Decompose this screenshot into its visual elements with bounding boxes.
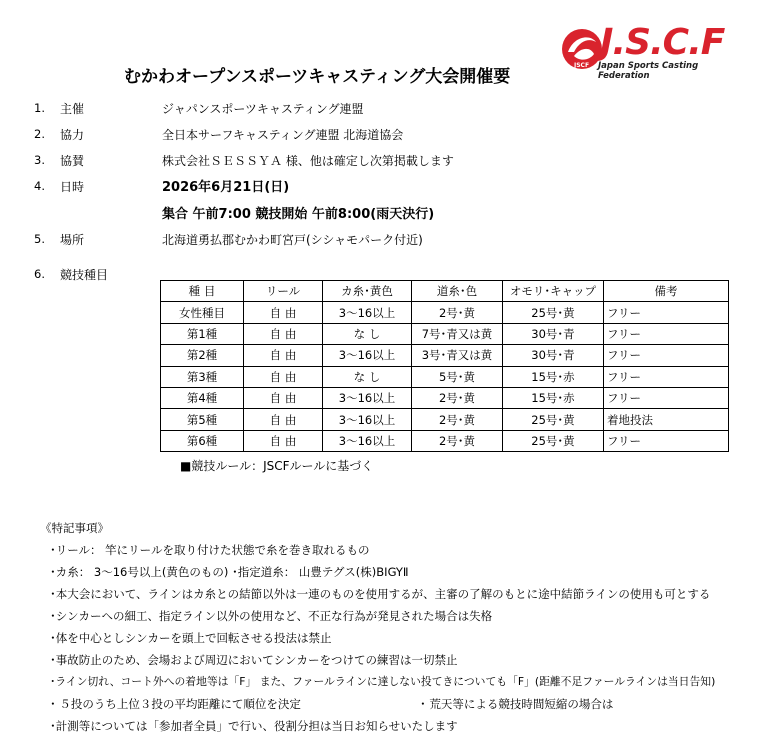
item-value-venue: 北海道勇払郡むかわ町宮戸(シシャモパーク付近) bbox=[162, 233, 423, 247]
table-row bbox=[161, 366, 729, 387]
item-value-organizer: ジャパンスポーツキャスティング連盟 bbox=[162, 102, 364, 116]
item-number: 1. bbox=[34, 101, 45, 115]
note-line: ･計測等については「参加者全員」で行い、役割分担は当日お知らせいたします bbox=[50, 719, 458, 733]
item-value-cooperation: 全日本サーフキャスティング連盟 北海道協会 bbox=[162, 128, 404, 142]
table-cell: フリー bbox=[604, 302, 729, 323]
table-row bbox=[161, 409, 729, 430]
table-cell: 2号･黄 bbox=[412, 302, 503, 323]
note-line: ･シンカーへの細工、指定ライン以外の使用など、不正な行為が発見された場合は失格 bbox=[50, 609, 493, 623]
note-line: ･事故防止のため、会場および周辺においてシンカーをつけての練習は一切禁止 bbox=[50, 653, 458, 667]
table-cell: 25号･黄 bbox=[503, 409, 604, 430]
table-cell: 3～16以上 bbox=[323, 387, 412, 408]
note-line: ･体を中心としシンカーを頭上で回転させる投法は禁止 bbox=[50, 631, 332, 645]
table-cell: 自 由 bbox=[244, 345, 323, 366]
table-cell: 着地投法 bbox=[604, 409, 729, 430]
column-header: 備考 bbox=[604, 281, 729, 302]
logo-mark-text: JSCF bbox=[574, 62, 590, 69]
table-cell: 30号･青 bbox=[503, 323, 604, 344]
table-cell: な し bbox=[323, 366, 412, 387]
note-line: ･ ５投のうち上位３投の平均距離にて順位を決定 bbox=[50, 697, 301, 711]
table-cell: 女性種目 bbox=[161, 302, 244, 323]
item-number: 5. bbox=[34, 232, 45, 246]
table-cell: フリー bbox=[604, 387, 729, 408]
table-cell: 3～16以上 bbox=[323, 430, 412, 451]
table-cell: 第6種 bbox=[161, 430, 244, 451]
table-cell: 自 由 bbox=[244, 323, 323, 344]
item-number: 6. bbox=[34, 267, 45, 281]
table-cell: フリー bbox=[604, 323, 729, 344]
table-cell: フリー bbox=[604, 366, 729, 387]
column-header: リール bbox=[244, 281, 323, 302]
column-header: カ糸･黄色 bbox=[323, 281, 412, 302]
logo-tagline: Japan Sports Casting Federation bbox=[598, 61, 699, 81]
column-header: 道糸･色 bbox=[412, 281, 503, 302]
rule-note: ■競技ルール：JSCFルールに基づく bbox=[180, 459, 374, 473]
table-cell: フリー bbox=[604, 345, 729, 366]
page-title: むかわオープンスポーツキャスティング大会開催要 bbox=[124, 67, 511, 87]
item-value-sponsor: 株式会社ＳＥＳＳＹＡ 様、他は確定し次第掲載します bbox=[162, 154, 454, 168]
table-cell: フリー bbox=[604, 430, 729, 451]
table-cell: 第3種 bbox=[161, 366, 244, 387]
table-row bbox=[161, 430, 729, 451]
item-label-cooperation: 協力 bbox=[60, 128, 85, 142]
table-cell: 自 由 bbox=[244, 387, 323, 408]
table-cell: 第2種 bbox=[161, 345, 244, 366]
table-cell: 30号･青 bbox=[503, 345, 604, 366]
table-row bbox=[161, 302, 729, 323]
table-cell: 3～16以上 bbox=[323, 409, 412, 430]
table-cell: 第5種 bbox=[161, 409, 244, 430]
note-line: ･本大会において、ラインはカ糸との結節以外は一連のものを使用するが、主審の了解のもとに途中結節ラインの使用も可とする bbox=[50, 587, 711, 601]
item-value-date: 2026年6月21日(日) bbox=[162, 180, 290, 195]
table-cell: 自 由 bbox=[244, 366, 323, 387]
table-cell: 2号･黄 bbox=[412, 409, 503, 430]
table-row bbox=[161, 323, 729, 344]
item-number: 4. bbox=[34, 179, 45, 193]
item-label-organizer: 主催 bbox=[60, 102, 85, 116]
table-cell: 2号･黄 bbox=[412, 430, 503, 451]
table-cell: 25号･黄 bbox=[503, 302, 604, 323]
table-cell: 第4種 bbox=[161, 387, 244, 408]
table-row bbox=[161, 387, 729, 408]
table-cell: 第1種 bbox=[161, 323, 244, 344]
column-header: 種 目 bbox=[161, 281, 244, 302]
item-number: 3. bbox=[34, 153, 45, 167]
note-line: ･リール： 竿にリールを取り付けた状態で糸を巻き取れるもの bbox=[50, 543, 370, 557]
notes-heading: 《特記事項》 bbox=[40, 521, 109, 535]
events-table bbox=[160, 280, 729, 452]
table-row bbox=[161, 345, 729, 366]
table-cell: 3号･青又は黄 bbox=[412, 345, 503, 366]
item-label-date: 日時 bbox=[60, 180, 85, 194]
table-cell: 自 由 bbox=[244, 302, 323, 323]
item-label-venue: 場所 bbox=[60, 233, 85, 247]
item-label-events: 競技種目 bbox=[60, 268, 109, 282]
jscf-logo bbox=[560, 22, 740, 81]
table-cell: 15号･赤 bbox=[503, 366, 604, 387]
schedule-time: 集合 午前7:00 競技開始 午前8:00(雨天決行) bbox=[162, 207, 435, 222]
item-number: 2. bbox=[34, 127, 45, 141]
table-cell: 自 由 bbox=[244, 430, 323, 451]
table-cell: 7号･青又は黄 bbox=[412, 323, 503, 344]
table-cell: 2号･黄 bbox=[412, 387, 503, 408]
table-cell: 自 由 bbox=[244, 409, 323, 430]
note-line: ･ 荒天等による競技時間短縮の場合は bbox=[420, 697, 614, 711]
table-cell: 15号･赤 bbox=[503, 387, 604, 408]
table-cell: 25号･黄 bbox=[503, 430, 604, 451]
table-cell: 5号･黄 bbox=[412, 366, 503, 387]
table-cell: 3～16以上 bbox=[323, 302, 412, 323]
table-cell: 3～16以上 bbox=[323, 345, 412, 366]
note-line: ･ライン切れ、コート外への着地等は「F」 また、ファールラインに達しない投てきについても「F」(距離不足ファールラインは当日告知) bbox=[50, 675, 716, 688]
item-label-sponsor: 協賛 bbox=[60, 154, 85, 168]
table-header-row bbox=[161, 281, 729, 302]
column-header: オモリ･キャップ bbox=[503, 281, 604, 302]
table-cell: な し bbox=[323, 323, 412, 344]
note-line: ･カ糸： 3～16号以上(黄色のもの) ･指定道糸： 山豊テグス(株)BIGYⅡ bbox=[50, 565, 409, 579]
logo-brand: J.S.C.F bbox=[600, 22, 725, 63]
